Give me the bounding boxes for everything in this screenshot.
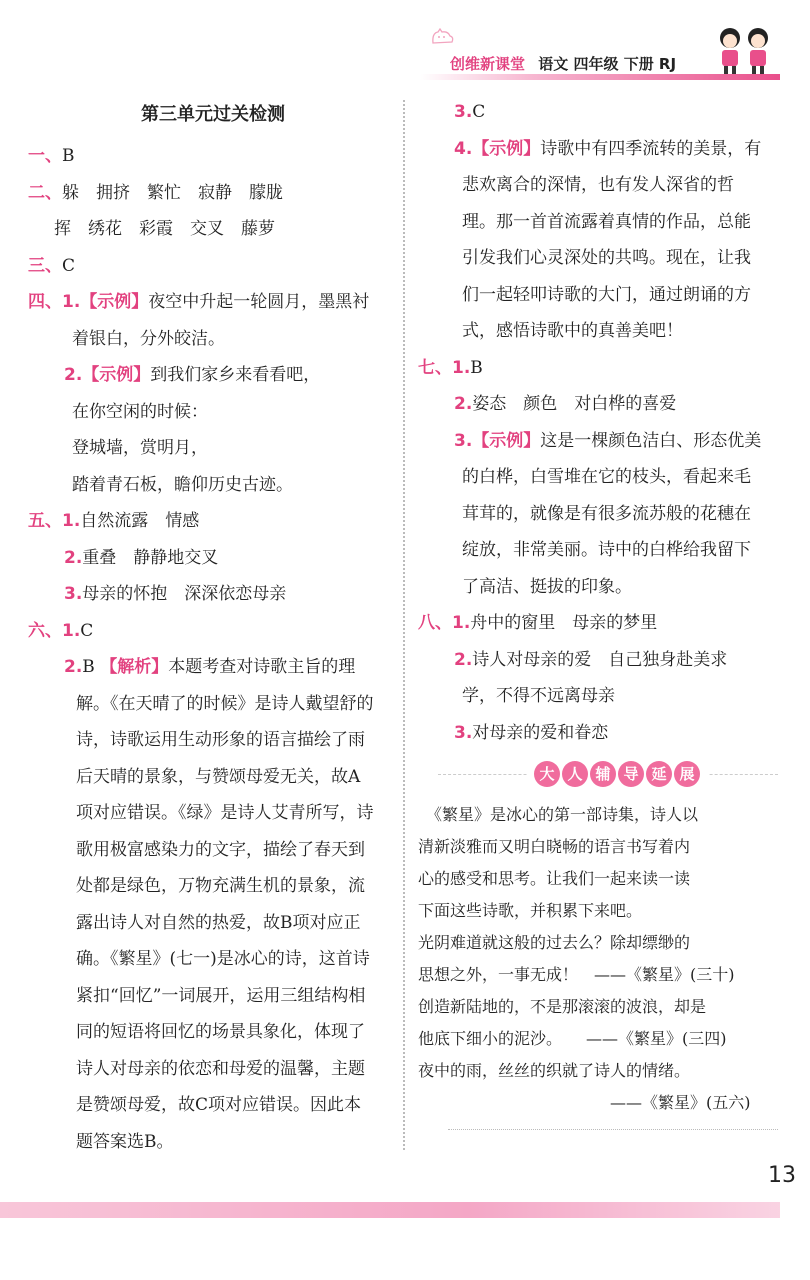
section-title: 第三单元过关检测 [141,104,285,125]
example-tag: 【示例】 [80,292,149,312]
answer-line [28,248,398,285]
answer-text: 登城墙，赏明月， [72,438,208,458]
extension-line: 心的感受和思考。让我们一起来读一读 [418,869,691,888]
answer-line [418,350,788,387]
kids-mascot-icon [710,24,780,76]
footer-band [0,1202,780,1218]
answer-text: 踏着青石板，瞻仰历史古迹。 [72,474,293,495]
question-number: 3. [454,102,473,122]
answer-text: 这是一棵颜色洁白、形态优美 [540,430,762,451]
answer-text: 挥 绣花 彩霞 交叉 藤萝 [54,219,275,239]
answer-text: 式，感悟诗歌中的真善美吧！ [462,321,683,341]
answer-line [28,978,398,1015]
question-number: 3. [64,584,83,604]
answer-line [28,1087,398,1124]
right-answers [418,94,788,751]
question-number: 七、1. [418,357,471,378]
answer-line [418,386,788,423]
answer-text: C [80,620,94,641]
answer-line [28,795,398,832]
answer-text: 理。那一首首流露着真情的作品，总能 [462,211,751,232]
answer-text: 自然流露 情感 [80,511,200,531]
left-column [28,94,398,1160]
answer-text: 姿态 颜色 对白桦的喜爱 [472,394,677,414]
extension-line: 他底下细小的泥沙。 ——《繁星》(三四) [418,1029,727,1048]
answer-line [28,722,398,759]
brand-name: 创维新课堂 [450,55,526,73]
question-number: 八、1. [418,613,471,633]
answer-text: 在你空闲的时候： [72,401,208,422]
extension-body [418,799,788,1119]
answer-text: 到我们家乡来看看吧， [150,365,321,385]
extension-line: 下面这些诗歌，并积累下来吧。 [418,901,643,920]
question-number: 一、 [28,146,62,166]
answer-text: 悲欢离合的深情，也有发人深省的哲 [462,175,734,195]
answer-text: 引发我们心灵深处的共鸣。现在，让我 [462,248,751,268]
answer-line [418,277,788,314]
badge-char: 大 [534,761,560,787]
answer-text: 诗，诗歌运用生动形象的语言描绘了雨 [76,730,365,750]
extension-line: ——《繁星》(五六) [418,1093,751,1112]
answer-line [28,394,398,431]
answer-text: 紧扣“回忆”一词展开，运用三组结构相 [76,985,366,1006]
question-number: 4. [454,138,473,159]
book-info: 语文 四年级 下册 RJ [538,55,677,73]
answer-line [418,204,788,241]
answer-text: B [62,146,75,166]
answer-text: 诗歌中有四季流转的美景，有 [540,138,762,159]
answer-text: 母亲的怀抱 深深依恋母亲 [82,584,287,604]
answer-line [28,138,398,175]
answer-text: 重叠 静静地交叉 [82,547,219,568]
right-column [418,94,788,1130]
extension-header [418,757,788,793]
answer-line [28,613,398,650]
answer-text: 们一起轻叩诗歌的大门，通过朗诵的方 [462,284,751,305]
badge-char: 导 [618,761,644,787]
answer-line [28,649,398,686]
page-number: 13 [768,1163,796,1188]
answer-text: 着银白，分外皎洁。 [72,328,225,349]
answer-line [28,1014,398,1051]
question-number: 3. [454,430,473,451]
answer-line [28,175,398,212]
answer-text: 的白桦，白雪堆在它的枝头，看起来毛 [462,467,751,487]
answer-line [28,759,398,796]
answer-line [418,715,788,752]
answer-line [28,503,398,540]
answer-line [28,467,398,504]
answer-text: 后天晴的景象，与赞颂母爱无关，故A [76,766,361,787]
question-number: 六、1. [28,620,81,641]
extension-line: 光阴难道就这般的过去么？除却缥缈的 [418,933,691,952]
extension-end-rule [448,1129,778,1130]
example-tag: 【示例】 [82,365,151,385]
question-number: 2. [64,365,83,385]
answer-line [418,167,788,204]
answer-text: 诗人对母亲的依恋和母爱的温馨，主题 [76,1058,365,1079]
answer-text: 题答案选B。 [76,1131,174,1152]
column-divider [403,100,405,1150]
answer-text: B [470,357,483,378]
answer-text: 绽放，非常美丽。诗中的白桦给我留下 [462,540,751,560]
answer-line [418,678,788,715]
extension-line: 清新淡雅而又明白晓畅的语言书写着内 [418,837,691,856]
answer-line [418,605,788,642]
answer-text: 解。《在天晴了的时候》是诗人戴望舒的 [76,693,374,714]
answer-line [418,459,788,496]
answer-line [28,868,398,905]
answer-line [418,532,788,569]
answer-line [28,540,398,577]
answer-line [28,321,398,358]
question-number: 2. [64,547,83,568]
answer-text: C [62,255,76,276]
answer-text: 诗人对母亲的爱 自己独身赴美求 [472,649,728,670]
answer-text: 对母亲的爱和眷恋 [472,722,609,743]
answer-text: 了高洁、挺拔的印象。 [462,576,632,597]
extension-badge [528,761,708,787]
answer-line [28,430,398,467]
extension-line: 思想之外，一事无成！ ——《繁星》(三十) [418,965,735,984]
example-tag: 【示例】 [472,138,541,159]
answer-line [418,569,788,606]
answer-text: 确。《繁星》(七一)是冰心的诗，这首诗 [76,949,370,969]
badge-char: 人 [562,761,588,787]
answer-line [418,423,788,460]
answer-text: 处都是绿色，万物充满生机的景象，流 [76,876,365,896]
answer-text: 歌用极富感染力的文字，描绘了春天到 [76,839,365,860]
question-number: 2. [454,649,473,670]
answer-line [28,211,398,248]
answer-line [28,905,398,942]
answer-line [28,357,398,394]
question-number: 五、1. [28,511,81,531]
badge-char: 展 [674,761,700,787]
example-tag: 【解析】 [100,657,169,677]
extension-line: 夜中的雨，丝丝的织就了诗人的情绪。 [418,1061,691,1080]
answer-text: B [82,657,101,677]
answer-text: 本题考查对诗歌主旨的理 [168,657,356,677]
question-number: 3. [454,722,473,743]
answer-text: 夜空中升起一轮圆月，墨黑衬 [148,292,370,312]
badge-char: 辅 [590,761,616,787]
badge-char: 延 [646,761,672,787]
answer-line [28,284,398,321]
answer-line [28,576,398,613]
page-header [420,40,780,86]
question-number: 三、 [28,255,62,276]
answer-line [28,686,398,723]
question-number: 2. [454,394,473,414]
answer-line [418,240,788,277]
answer-text: 茸茸的，就像是有很多流苏般的花穗在 [462,503,751,524]
answer-text: 同的短语将回忆的场景具象化，体现了 [76,1022,365,1042]
question-number: 二、 [28,182,62,203]
answer-text: 舟中的窗里 母亲的梦里 [470,613,658,633]
answer-line [418,496,788,533]
extension-line: 《繁星》是冰心的第一部诗集，诗人以 [418,805,699,824]
answer-text: 项对应错误。《绿》是诗人艾青所写，诗 [76,803,374,823]
answer-line [418,313,788,350]
answer-line [418,131,788,168]
example-tag: 【示例】 [472,430,541,451]
answer-text: 学，不得不远离母亲 [462,686,615,706]
answer-line [418,94,788,131]
question-number: 2. [64,657,83,677]
answer-line [28,1051,398,1088]
answer-line [28,832,398,869]
header-text [450,53,676,74]
answer-line [418,642,788,679]
answer-text: 躲 拥挤 繁忙 寂静 朦胧 [62,182,283,203]
answer-text: C [472,102,486,122]
extension-line: 创造新陆地的，不是那滚滚的波浪，却是 [418,997,707,1016]
question-number: 四、1. [28,292,81,312]
answer-line [28,1124,398,1161]
answer-text: 露出诗人对自然的热爱，故B项对应正 [76,912,361,933]
answer-text: 是赞颂母爱，故C项对应错误。因此本 [76,1095,362,1115]
answer-line [28,941,398,978]
